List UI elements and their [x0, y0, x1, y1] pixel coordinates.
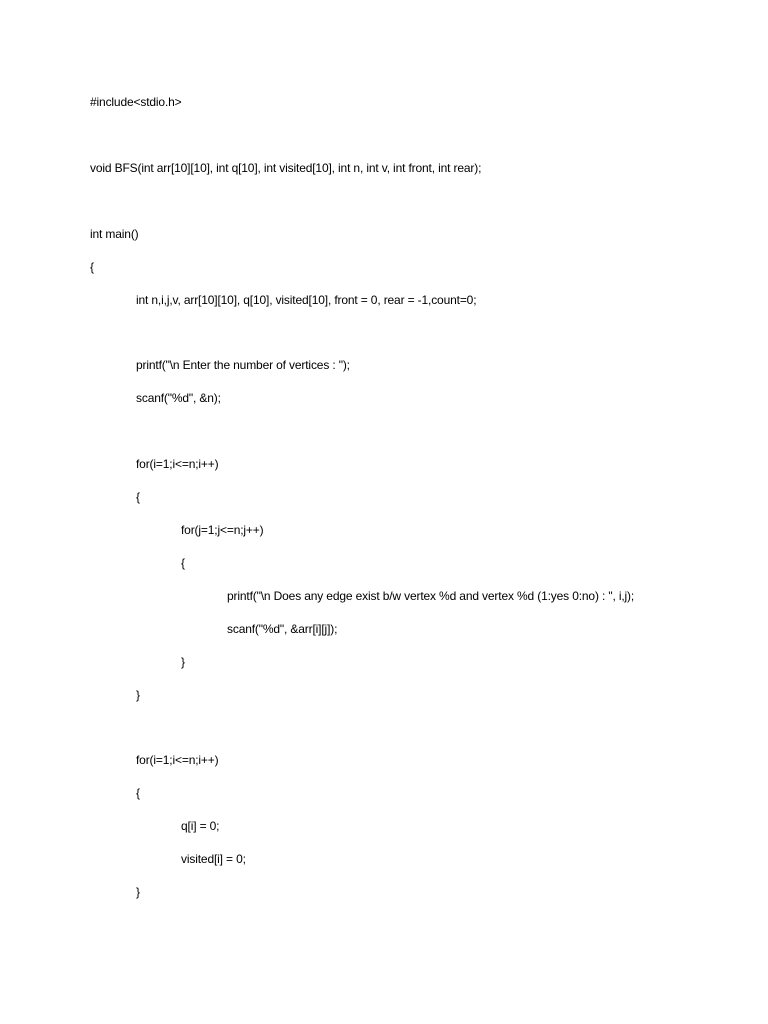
code-line-printf-edge: printf("\n Does any edge exist b/w vertex %d and vertex %d (1:yes 0:no) : ", i,j);	[227, 589, 635, 603]
code-line-for-init-open-brace: {	[136, 786, 140, 800]
code-line-include: #include<stdio.h>	[90, 95, 182, 109]
code-line-scanf-n: scanf("%d", &n);	[136, 391, 221, 405]
code-line-for-i-outer: for(i=1;i<=n;i++)	[136, 457, 219, 471]
code-line-for-i-init: for(i=1;i<=n;i++)	[136, 753, 219, 767]
code-line-scanf-arr: scanf("%d", &arr[i][j]);	[227, 622, 338, 636]
code-line-for-i-open-brace: {	[136, 490, 140, 504]
code-line-for-j: for(j=1;j<=n;j++)	[181, 523, 264, 537]
code-line-main-signature: int main()	[90, 227, 139, 241]
code-line-for-j-close-brace: }	[181, 655, 185, 669]
code-line-printf-vertices: printf("\n Enter the number of vertices : ");	[136, 358, 350, 372]
code-line-main-open-brace: {	[90, 260, 94, 274]
code-line-for-j-open-brace: {	[181, 556, 185, 570]
code-line-for-i-close-brace: }	[136, 688, 140, 702]
code-line-visited-reset: visited[i] = 0;	[181, 852, 246, 866]
code-line-for-init-close-brace: }	[136, 885, 140, 899]
code-line-bfs-prototype: void BFS(int arr[10][10], int q[10], int visited[10], int n, int v, int front, int rear);	[90, 161, 482, 175]
code-line-q-reset: q[i] = 0;	[181, 819, 220, 833]
code-line-declarations: int n,i,j,v, arr[10][10], q[10], visited[10], front = 0, rear = -1,count=0;	[136, 293, 477, 307]
